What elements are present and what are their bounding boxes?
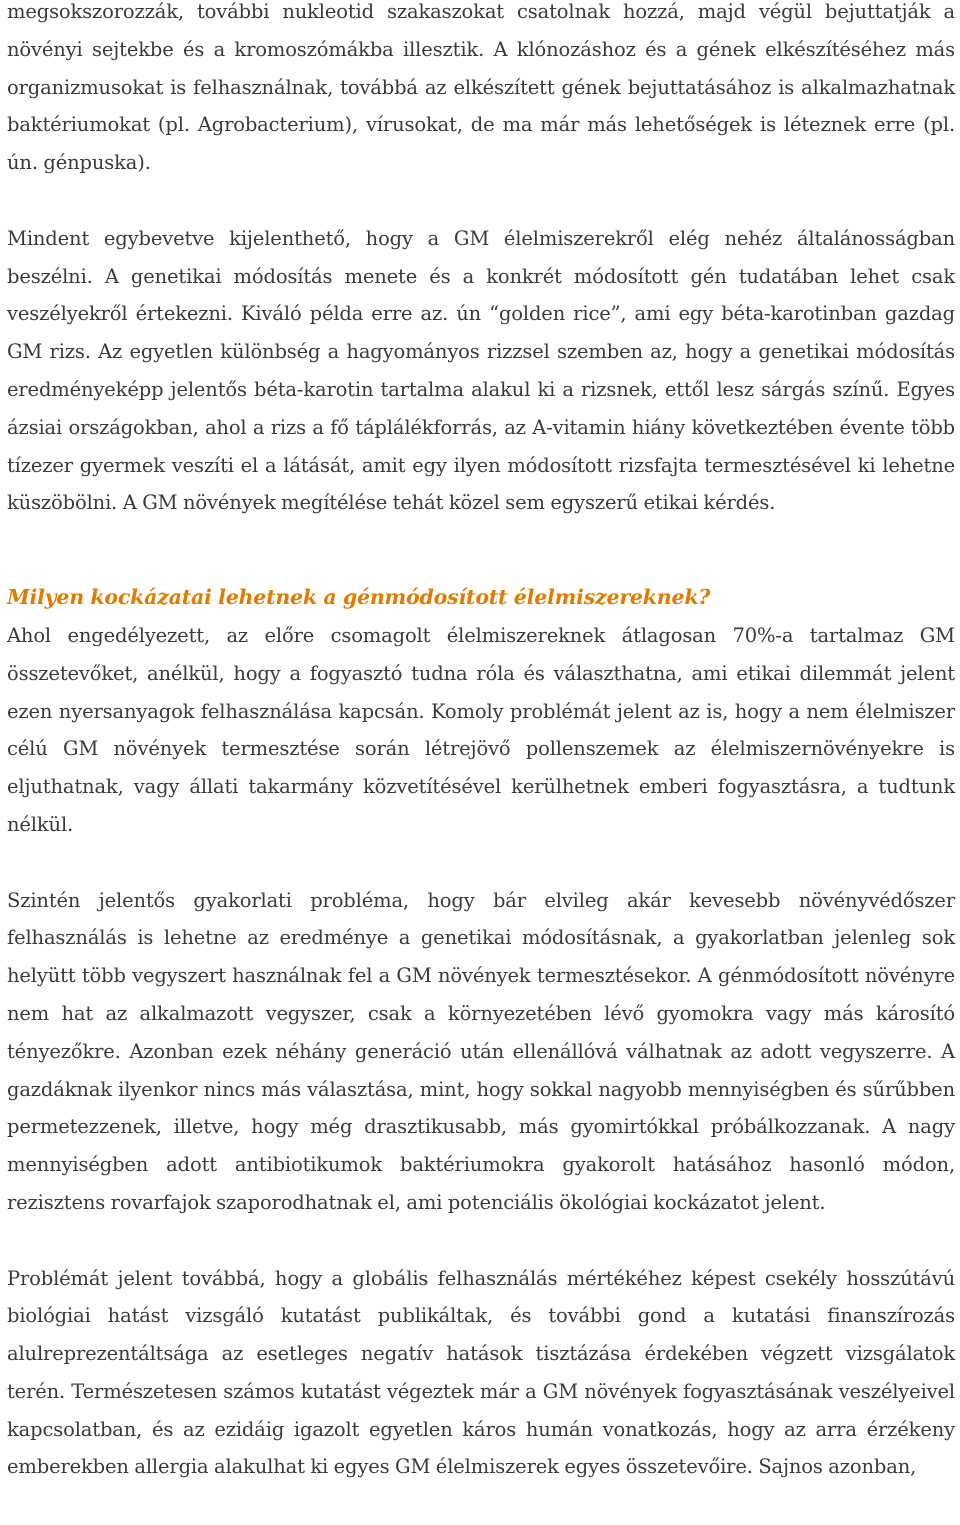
paragraph-spacer [7,844,955,882]
paragraph-spacer [7,1222,955,1260]
paragraph-spacer [7,182,955,220]
paragraph-risks-pesticides: Szintén jelentős gyakorlati probléma, hogy bár elvileg akár kevesebb növényvédőszer felhasználás is lehetne az eredménye a genetikai módosításnak, a gyakorlatban jelenleg sok helyütt több vegyszert használnak fel a GM növények termesztésekor. A génmódosított növényre nem hat az alkalmazott vegyszer, csak a környezetében lévő gyomokra vagy más károsító tényezőkre. Azonban ezek néhány generáció után ellenállóvá válhatnak az adott vegyszerre. A gazdáknak ilyenkor nincs más választása, mint, hogy sokkal nagyobb mennyiségben és sűrűbben permetezzenek, illetve, hogy még drasztikusabb, más gyomirtókkal próbálkozzanak. A nagy mennyiségben adott antibiotikumok baktériumokra gyakorolt hatásához hasonló módon, rezisztens rovarfajok szaporodhatnak el, ami potenciális ökológiai kockázatot jelent. [7,888,955,1214]
section-spacer [7,522,955,579]
section-heading-risks: Milyen kockázatai lehetnek a génmódosított élelmiszereknek? [7,585,711,610]
paragraph-summary: Mindent egybevetve kijelenthető, hogy a GM élelmiszerekről elég nehéz általánosságban beszélni. A genetikai módosítás menete és a konkrét módosított gén tudatában lehet csak veszélyekről értekezni. Kiváló példa erre az. ún “golden rice”, ami egy béta-karotinban gazdag GM rizs. Az egyetlen különbség a hagyományos rizzsel szemben az, hogy a genetikai módosítás eredményeképp jelentős béta-karotin tartalma alakul ki a rizsnek, ettől lesz sárgás színű. Egyes ázsiai országokban, ahol a rizs a fő táplálékforrás, az A-vitamin hiány következtében évente több tízezer gyermek veszíti el a látását, amit egy ilyen módosított rizsfajta termesztésével ki lehetne küszöbölni. A GM növények megítélése tehát közel sem egyszerű etikai kérdés. [7,226,955,515]
paragraph-risks-research: Problémát jelent továbbá, hogy a globális felhasználás mértékéhez képest csekély hosszútávú biológiai hatást vizsgáló kutatást publikáltak, és további gond a kutatási finanszírozás alulreprezentáltsága az esetleges negatív hatások tisztázása érdekében végzett vizsgálatok terén. Természetesen számos kutatást végeztek már a GM növények fogyasztásának veszélyeivel kapcsolatban, és az ezidáig igazolt egyetlen káros humán vonatkozás, hogy az arra érzékeny emberekben allergia alakulhat ki egyes GM élelmiszerek egyes összetevőire. Sajnos azonban, [7,1266,955,1479]
article-body [7,0,955,1486]
paragraph-intro-end: megsokszorozzák, további nukleotid szakaszokat csatolnak hozzá, majd végül bejuttatják a növényi sejtekbe és a kromoszómákba illesztik. A klónozáshoz és a gének elkészítéséhez más organizmusokat is felhasználnak, továbbá az elkészített gének bejuttatásához is alkalmazhatnak baktériumokat (pl. Agrobacterium), vírusokat, de ma már más lehetőségek is léteznek erre (pl. ún. génpuska). [7,0,955,175]
paragraph-risks-labeling: Ahol engedélyezett, az előre csomagolt élelmiszereknek átlagosan 70%-a tartalmaz GM összetevőket, anélkül, hogy a fogyasztó tudna róla és választhatna, ami etikai dilemmát jelent ezen nyersanyagok felhasználása kapcsán. Komoly problémát jelent az is, hogy a nem élelmiszer célú GM növények termesztése során létrejövő pollenszemek az élelmiszernövényekre is eljuthatnak, vagy állati takarmány közvetítésével kerülhetnek emberi fogyasztásra, a tudtunk nélkül. [7,623,955,836]
